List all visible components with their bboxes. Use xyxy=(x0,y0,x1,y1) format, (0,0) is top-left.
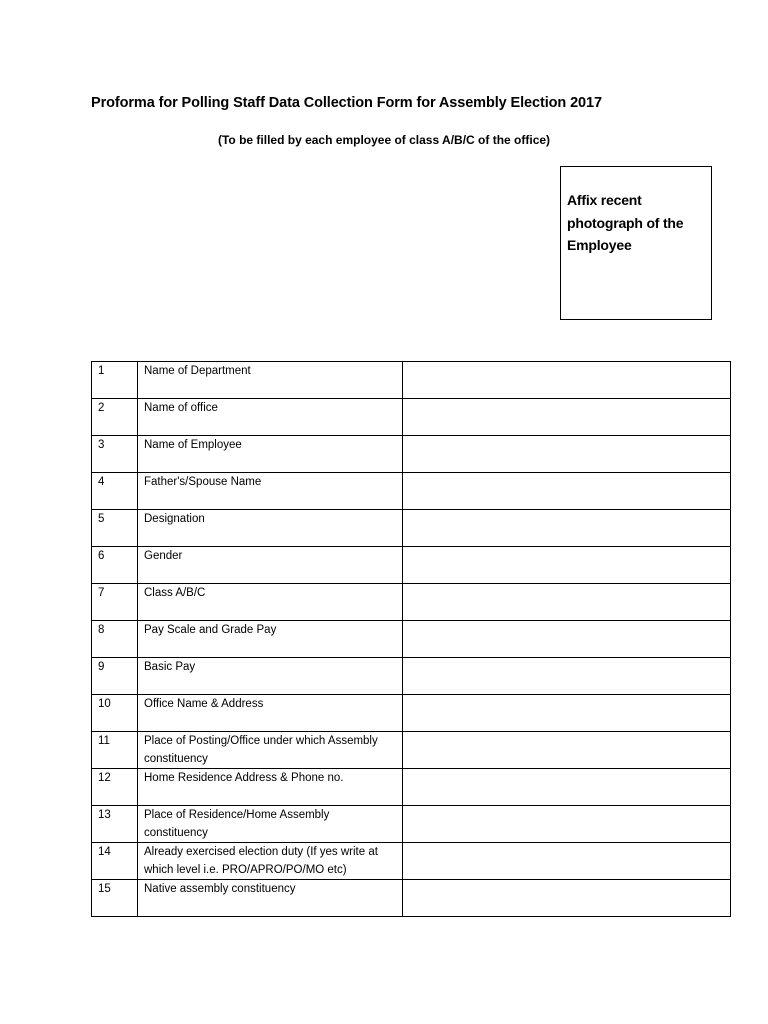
table-row xyxy=(92,473,731,510)
row-number: 10 xyxy=(92,695,138,732)
table-row xyxy=(92,584,731,621)
row-number: 5 xyxy=(92,510,138,547)
row-label: Name of Department xyxy=(138,362,403,399)
form-title: Proforma for Polling Staff Data Collection Form for Assembly Election 2017 xyxy=(91,95,602,111)
row-label: Designation xyxy=(138,510,403,547)
row-number: 1 xyxy=(92,362,138,399)
table-row xyxy=(92,732,731,769)
row-label: Already exercised election duty (If yes write at which level i.e. PRO/APRO/PO/MO etc) xyxy=(138,843,403,880)
row-number: 3 xyxy=(92,436,138,473)
row-number: 11 xyxy=(92,732,138,769)
row-value-field[interactable] xyxy=(403,769,731,806)
photo-line-2: photograph of the xyxy=(567,214,684,231)
row-number: 8 xyxy=(92,621,138,658)
row-label: Name of Employee xyxy=(138,436,403,473)
row-number: 9 xyxy=(92,658,138,695)
row-value-field[interactable] xyxy=(403,806,731,843)
table-row xyxy=(92,621,731,658)
row-number: 15 xyxy=(92,880,138,917)
row-label: Office Name & Address xyxy=(138,695,403,732)
row-value-field[interactable] xyxy=(403,510,731,547)
row-value-field[interactable] xyxy=(403,362,731,399)
row-label: Gender xyxy=(138,547,403,584)
table-row xyxy=(92,769,731,806)
photo-box xyxy=(560,166,712,320)
row-value-field[interactable] xyxy=(403,436,731,473)
form-subtitle: (To be filled by each employee of class A/B/C of the office) xyxy=(217,133,551,147)
table-row xyxy=(92,362,731,399)
row-value-field[interactable] xyxy=(403,843,731,880)
row-value-field[interactable] xyxy=(403,880,731,917)
table-row xyxy=(92,806,731,843)
row-label: Place of Posting/Office under which Assembly constituency xyxy=(138,732,403,769)
row-value-field[interactable] xyxy=(403,399,731,436)
row-value-field[interactable] xyxy=(403,621,731,658)
photo-instruction xyxy=(567,189,705,257)
row-label: Father's/Spouse Name xyxy=(138,473,403,510)
photo-line-3: Employee xyxy=(567,237,632,253)
row-value-field[interactable] xyxy=(403,547,731,584)
table-row xyxy=(92,399,731,436)
table-row xyxy=(92,843,731,880)
row-value-field[interactable] xyxy=(403,473,731,510)
photo-line-1: Affix recent xyxy=(567,192,642,208)
table-row xyxy=(92,880,731,917)
row-label: Native assembly constituency xyxy=(138,880,403,917)
row-number: 14 xyxy=(92,843,138,880)
row-number: 6 xyxy=(92,547,138,584)
row-label: Class A/B/C xyxy=(138,584,403,621)
row-value-field[interactable] xyxy=(403,658,731,695)
row-number: 13 xyxy=(92,806,138,843)
table-row xyxy=(92,658,731,695)
table-row xyxy=(92,436,731,473)
row-value-field[interactable] xyxy=(403,695,731,732)
row-label: Basic Pay xyxy=(138,658,403,695)
row-label: Name of office xyxy=(138,399,403,436)
row-label: Place of Residence/Home Assembly constituency xyxy=(138,806,403,843)
row-number: 4 xyxy=(92,473,138,510)
row-value-field[interactable] xyxy=(403,732,731,769)
table-row xyxy=(92,510,731,547)
row-number: 7 xyxy=(92,584,138,621)
row-label: Pay Scale and Grade Pay xyxy=(138,621,403,658)
table-row xyxy=(92,547,731,584)
row-number: 2 xyxy=(92,399,138,436)
row-value-field[interactable] xyxy=(403,584,731,621)
data-collection-table xyxy=(91,361,731,917)
table-row xyxy=(92,695,731,732)
row-label: Home Residence Address & Phone no. xyxy=(138,769,403,806)
row-number: 12 xyxy=(92,769,138,806)
